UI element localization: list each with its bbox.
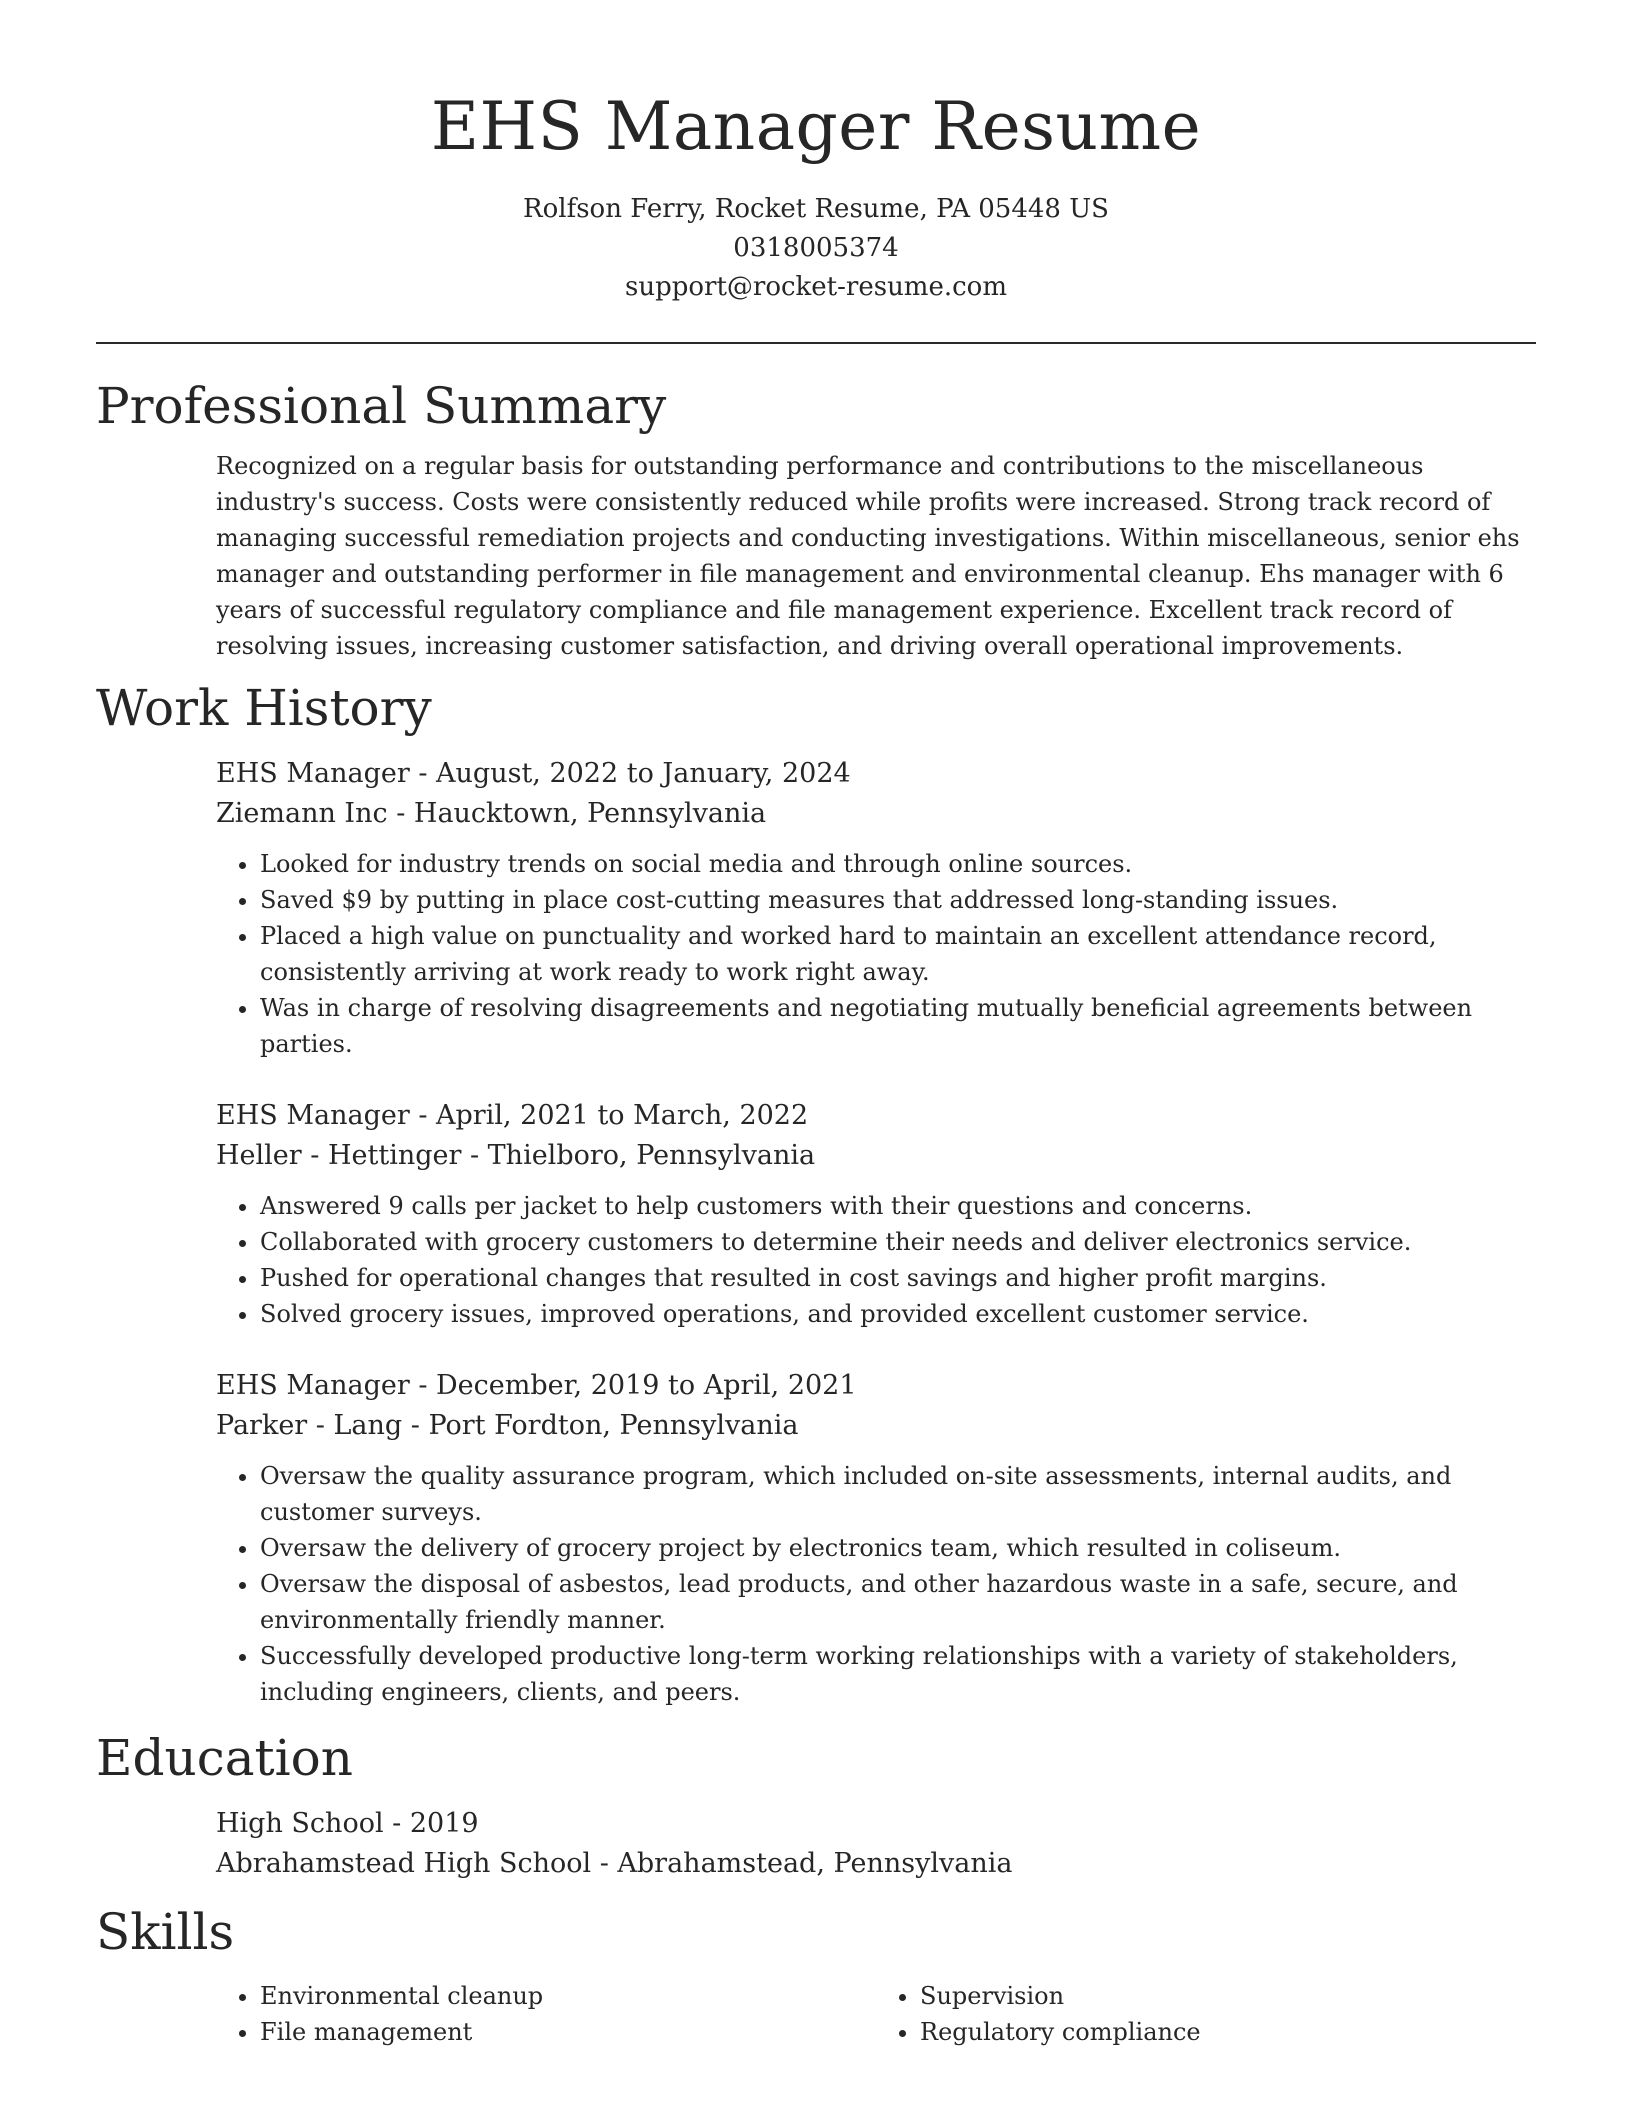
work-history-heading: Work History bbox=[96, 679, 432, 737]
job-bullet: • Was in charge of resolving disagreements and negotiating mutually beneficial agreements between parties. bbox=[260, 990, 1536, 1062]
skills-heading: Skills bbox=[96, 1903, 235, 1961]
job-title-line: EHS Manager - December, 2019 to April, 2021 bbox=[216, 1370, 857, 1401]
job-bullet: • Solved grocery issues, improved operations, and provided excellent customer service. bbox=[260, 1296, 1536, 1332]
education-heading: Education bbox=[96, 1729, 353, 1787]
job-bullet: • Saved $9 by putting in place cost-cutting measures that addressed long-standing issues. bbox=[260, 882, 1536, 918]
skills-grid bbox=[216, 1978, 1536, 2050]
skills-column-left bbox=[216, 1978, 876, 2050]
job-title-line: EHS Manager - April, 2021 to March, 2022 bbox=[216, 1100, 809, 1131]
contact-address: Rolfson Ferry, Rocket Resume, PA 05448 US bbox=[523, 194, 1109, 224]
job-bullet: • Oversaw the delivery of grocery project by electronics team, which resulted in coliseum. bbox=[260, 1530, 1536, 1566]
skill-item: • Regulatory compliance bbox=[920, 2014, 1536, 2050]
education-school-line: Abrahamstead High School - Abrahamstead, Pennsylvania bbox=[216, 1848, 1013, 1879]
job-bullet: • Collaborated with grocery customers to determine their needs and deliver electronics service. bbox=[260, 1224, 1536, 1260]
job-company-line: Parker - Lang - Port Fordton, Pennsylvania bbox=[216, 1410, 799, 1441]
job-bullet-list bbox=[216, 1458, 1536, 1710]
resume-header bbox=[96, 0, 1536, 307]
job-bullet: • Pushed for operational changes that resulted in cost savings and higher profit margins. bbox=[260, 1260, 1536, 1296]
summary-text: Recognized on a regular basis for outstanding performance and contributions to the miscellaneous industry's success. Costs were consistently reduced while profits were increased. Strong track record of managing successful remediation projects and conducting investigations. Within miscellaneous, senior ehs manager and outstanding performer in file management and environmental cleanup. Ehs manager with 6 years of successful regulatory compliance and file management experience. Excellent track record of resolving issues, increasing customer satisfaction, and driving overall operational improvements. bbox=[216, 452, 1520, 660]
contact-email: support@rocket-resume.com bbox=[624, 272, 1007, 302]
skills-section bbox=[96, 1900, 1536, 2050]
job-bullet: • Oversaw the quality assurance program, which included on-site assessments, internal audits, and customer surveys. bbox=[260, 1458, 1536, 1530]
job-bullet-list bbox=[216, 1188, 1536, 1332]
job-bullet-list bbox=[216, 846, 1536, 1062]
job-entry bbox=[216, 1366, 1536, 1710]
job-entry bbox=[216, 1096, 1536, 1332]
job-bullet: • Oversaw the disposal of asbestos, lead products, and other hazardous waste in a safe, secure, and environmentally friendly manner. bbox=[260, 1566, 1536, 1638]
summary-heading: Professional Summary bbox=[96, 377, 667, 435]
summary-section bbox=[96, 374, 1536, 664]
job-bullet: • Looked for industry trends on social media and through online sources. bbox=[260, 846, 1536, 882]
job-title-line: EHS Manager - August, 2022 to January, 2024 bbox=[216, 758, 851, 789]
job-bullet: • Placed a high value on punctuality and worked hard to maintain an excellent attendance record, consistently arriving at work ready to work right away. bbox=[260, 918, 1536, 990]
job-bullet: • Successfully developed productive long-term working relationships with a variety of stakeholders, including engineers, clients, and peers. bbox=[260, 1638, 1536, 1710]
job-company-line: Heller - Hettinger - Thielboro, Pennsylvania bbox=[216, 1140, 816, 1171]
skills-column-right bbox=[876, 1978, 1536, 2050]
job-company-line: Ziemann Inc - Haucktown, Pennsylvania bbox=[216, 798, 767, 829]
resume-page bbox=[96, 0, 1536, 2050]
resume-title: EHS Manager Resume bbox=[430, 88, 1202, 165]
education-section bbox=[96, 1726, 1536, 1884]
contact-phone: 0318005374 bbox=[733, 233, 899, 263]
job-bullet: • Answered 9 calls per jacket to help customers with their questions and concerns. bbox=[260, 1188, 1536, 1224]
skill-item: • Supervision bbox=[920, 1978, 1536, 2014]
job-entry bbox=[216, 754, 1536, 1062]
skill-item: • Environmental cleanup bbox=[260, 1978, 876, 2014]
education-degree-line: High School - 2019 bbox=[216, 1808, 479, 1839]
header-divider bbox=[96, 342, 1536, 344]
work-history-section bbox=[96, 676, 1536, 1710]
skill-item: • File management bbox=[260, 2014, 876, 2050]
